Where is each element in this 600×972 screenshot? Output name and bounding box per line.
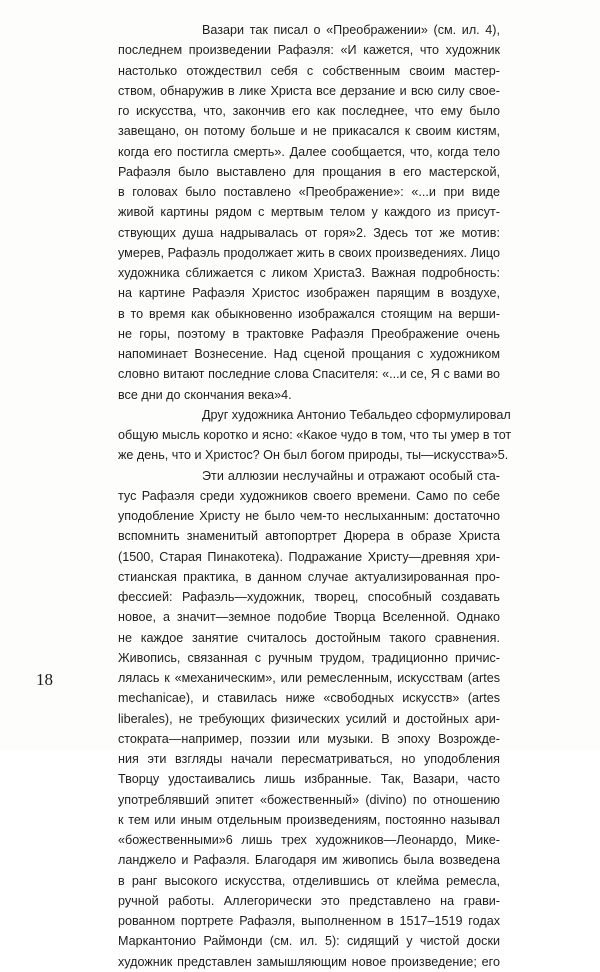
text-line: стианская практика, в данном случае актуализированная про- bbox=[118, 569, 500, 584]
text-line: mechanicae), и ставилась ниже «свободных искусств» (artes bbox=[118, 691, 500, 706]
text-line: настолько отождествил себя с собственным своим мастер- bbox=[118, 63, 500, 78]
text-line: Друг художника Антонио Тебальдео сформулировал bbox=[202, 407, 511, 422]
text-line: живой картины рядом с мертвым телом у каждого из присут- bbox=[118, 205, 500, 220]
text-line: (1500, Старая Пинакотека). Подражание Христу—древняя хри- bbox=[118, 549, 500, 564]
text-line: уподобление Христу не было чем-то неслыханным: достаточно bbox=[118, 509, 500, 523]
text-line: в то время как обыкновенно изображался стоящим на верши- bbox=[118, 306, 500, 321]
text-line: умерев, Рафаэль продолжает жить в своих произведениях. Лицо bbox=[118, 245, 500, 260]
text-line: фессией: Рафаэль—художник, творец, способный создавать bbox=[118, 590, 500, 604]
text-line: напоминает Вознесение. Над сценой прощания с художником bbox=[118, 347, 500, 361]
text-line: не каждое занятие считалось достойным такого сравнения. bbox=[118, 630, 500, 645]
text-line: художник представлен замышляющим новое произведение; его bbox=[118, 954, 500, 969]
text-line: к тем или иным отдельным произведениям, постоянно называл bbox=[118, 812, 500, 827]
text-line: стократа—например, поэзии или музыки. В эпоху Возрожде- bbox=[118, 731, 500, 746]
text-line: liberales), не требующих физических усилий и достойных ари- bbox=[118, 711, 500, 726]
text-line: ланджело и Рафаэля. Благодаря им живопись была возведена bbox=[118, 853, 500, 868]
text-line: словно витают последние слова Спасителя: «...и се, Я с вами во bbox=[118, 367, 500, 382]
text-line: новое, а значит—земное подобие Творца Вселенной. Однако bbox=[118, 610, 500, 625]
text-line: употреблявший эпитет «божественный» (divino) по отношению bbox=[118, 792, 500, 807]
text-line: го искусства, что, закончив его как последнее, что ему было bbox=[118, 104, 500, 118]
text-line: в головах было поставлено «Преображение»: «...и при виде bbox=[118, 185, 500, 199]
page-number: 18 bbox=[36, 670, 53, 689]
text-line: общую мысль коротко и ясно: «Какое чудо в том, что ты умер в тот bbox=[118, 428, 512, 442]
text-line: «божественными»6 лишь трех художников—Леонардо, Мике- bbox=[118, 833, 500, 847]
text-line: завещано, он потому больше и не прикасался к своим кистям, bbox=[118, 124, 500, 139]
text-line: художника сближается с ликом Христа3. Важная подробность: bbox=[118, 266, 500, 280]
text-line: Маркантонио Раймонди (см. ил. 5): сидящий у чистой доски bbox=[118, 934, 500, 949]
text-line: же день, что и Христос? Он был богом природы, ты—искусства»5. bbox=[118, 448, 509, 463]
text-line: Живопись, связанная с ручным трудом, традиционно причис- bbox=[118, 650, 500, 665]
text-line: на картине Рафаэля Христос изображен парящим в воздухе, bbox=[118, 286, 500, 301]
text-line: ствующих душа надрывалась от горя»2. Здесь тот же мотив: bbox=[118, 225, 500, 240]
text-line: когда его постигла смерть». Далее сообщается, что, когда тело bbox=[118, 144, 500, 159]
text-column bbox=[118, 20, 512, 972]
text-line: лялась к «механическим», или ремесленным, искусствам (artes bbox=[118, 671, 500, 685]
text-line: ством, обнаружив в лике Христа все дерзание и всю силу свое- bbox=[118, 83, 500, 98]
text-line: ния эти взгляды начали пересматриваться, но уподобления bbox=[118, 752, 500, 766]
text-line: Рафаэля было выставлено для прощания в его мастерской, bbox=[118, 164, 500, 179]
text-line: тус Рафаэля среди художников своего времени. Само по себе bbox=[118, 488, 500, 503]
text-line: не горы, поэтому в трактовке Рафаэля Преображение очень bbox=[118, 326, 500, 341]
text-line: последнем произведении Рафаэля: «И кажется, что художник bbox=[118, 43, 500, 58]
text-line: все дни до скончания века»4. bbox=[118, 387, 292, 402]
text-line: Эти аллюзии неслучайны и отражают особый ста- bbox=[202, 468, 500, 483]
text-line: вспомнить знаменитый автопортрет Дюрера в образе Христа bbox=[118, 529, 500, 544]
text-line: в ранг высокого искусства, отделившись от клейма ремесла, bbox=[118, 873, 500, 888]
text-line: Творцу удостаивались лишь избранные. Так, Вазари, часто bbox=[118, 772, 500, 787]
text-line: Вазари так писал о «Преображении» (см. ил. 4), bbox=[202, 23, 500, 37]
text-line: ручной работы. Аллегорически это представлено на грави- bbox=[118, 893, 500, 908]
text-line: рованном портрете Рафаэля, выполненном в 1517–1519 годах bbox=[118, 914, 500, 928]
